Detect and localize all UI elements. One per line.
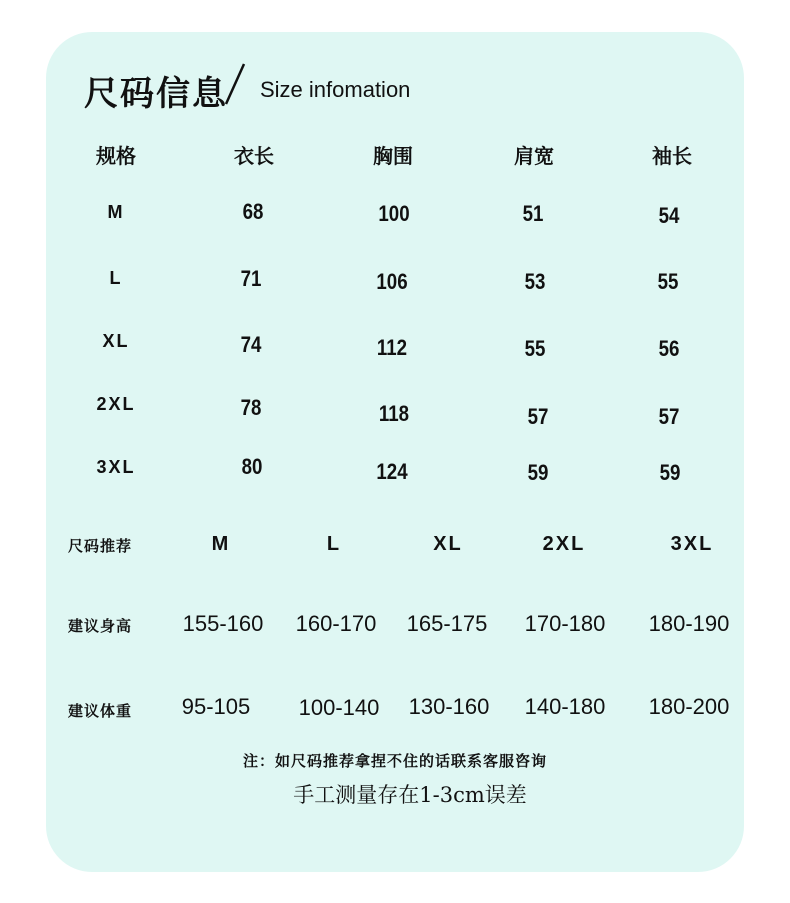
- header-length: 衣长: [234, 144, 274, 168]
- row-sleeve: 59: [659, 460, 681, 485]
- row-length: 74: [240, 332, 262, 357]
- recommend-height: 180-190: [648, 611, 730, 636]
- title-divider-slash: [232, 62, 236, 106]
- recommend-height: 160-170: [295, 611, 377, 636]
- row-length: 71: [240, 266, 262, 291]
- row-length: 80: [241, 454, 263, 479]
- row-chest: 124: [376, 459, 408, 484]
- row-length: 68: [242, 199, 264, 224]
- row-shoulder: 51: [522, 201, 544, 226]
- recommend-weight: 140-180: [524, 694, 606, 719]
- row-sleeve: 57: [658, 404, 680, 429]
- row-sleeve: 56: [658, 336, 680, 361]
- row-chest: 112: [376, 335, 408, 360]
- row-size: 3XL: [96, 457, 136, 477]
- row-chest: 100: [378, 201, 410, 226]
- row-size: M: [107, 202, 125, 222]
- recommend-height: 170-180: [524, 611, 606, 636]
- row-chest: 106: [376, 269, 408, 294]
- recommend-size-label: 尺码推荐: [68, 537, 133, 555]
- header-shoulder: 肩宽: [514, 144, 554, 168]
- recommend-weight: 180-200: [648, 694, 730, 719]
- recommend-weight-label: 建议体重: [68, 702, 133, 720]
- row-size: 2XL: [96, 394, 136, 414]
- row-chest: 118: [378, 401, 410, 426]
- row-shoulder: 55: [524, 336, 546, 361]
- recommend-size: L: [326, 533, 342, 555]
- header-sleeve: 袖长: [652, 144, 692, 168]
- recommend-height: 155-160: [182, 611, 264, 636]
- title-english: Size infomation: [260, 77, 411, 102]
- row-size: XL: [102, 331, 130, 351]
- recommend-height-label: 建议身高: [68, 617, 133, 635]
- recommend-size: 3XL: [670, 533, 714, 555]
- recommend-size: M: [211, 533, 231, 555]
- row-shoulder: 59: [527, 460, 549, 485]
- note-measurement-error: 手工测量存在1-3cm误差: [293, 783, 527, 807]
- recommend-weight: 100-140: [298, 695, 380, 720]
- row-sleeve: 54: [658, 203, 680, 228]
- recommend-size: XL: [433, 533, 463, 555]
- header-chest: 胸围: [373, 144, 413, 168]
- row-shoulder: 53: [524, 269, 546, 294]
- recommend-weight: 130-160: [408, 694, 490, 719]
- recommend-height: 165-175: [406, 611, 488, 636]
- recommend-size: 2XL: [542, 533, 586, 555]
- row-sleeve: 55: [657, 269, 679, 294]
- title-chinese: 尺码信息: [84, 74, 228, 114]
- note-contact-service: 注：如尺码推荐拿捏不住的话联系客服咨询: [242, 752, 548, 770]
- row-size: L: [109, 268, 123, 288]
- header-size: 规格: [96, 144, 136, 168]
- row-length: 78: [240, 395, 262, 420]
- recommend-weight: 95-105: [181, 694, 251, 719]
- row-shoulder: 57: [527, 404, 549, 429]
